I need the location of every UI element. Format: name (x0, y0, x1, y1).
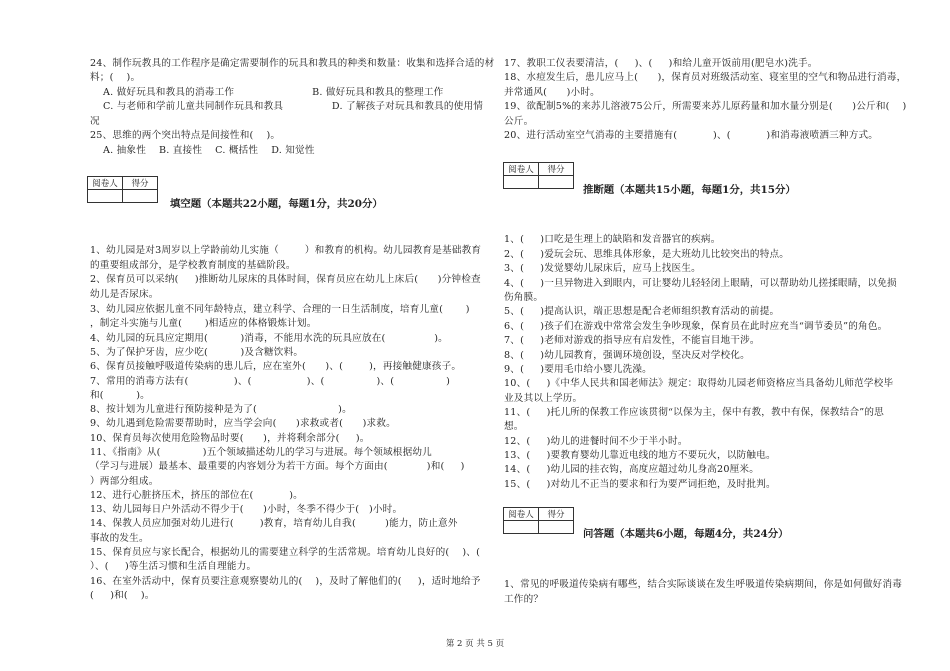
score-box-judge (503, 162, 574, 189)
text-line: 24、制作玩教具的工作程序是确定需要制作的玩具和教具的种类和数量：收集和选择合适的材 (90, 58, 495, 69)
text-line: 14、保教人员应加强对幼儿进行( )教育，培育幼儿自我( )能力，防止意外 (90, 518, 458, 529)
text-line: 7、( )老师对游戏的指导应有启发性，不能盲目地干涉。 (504, 335, 760, 346)
score-box-qa (503, 507, 574, 534)
text-line: 15、保育员应与家长配合，根据幼儿的需要建立科学的生活常规。培育幼儿良好的( )、( (90, 547, 481, 558)
score-cell[interactable] (539, 176, 574, 189)
text-line: 2、保育员可以采纳( )推断幼儿尿床的具体时间，保育员应在幼儿上床后( )分钟检查 (90, 274, 481, 285)
text-line: 12、进行心脏挤压术，挤压的部位在( )。 (90, 490, 303, 501)
text-line: 伤角膜。 (504, 292, 544, 303)
reviewer-cell[interactable] (504, 176, 539, 189)
text-line: 11、《指南》从( )五个领域描述幼儿的学习与进展。每个领域根据幼儿 (90, 447, 432, 458)
text-line: 25、思维的两个突出特点是间接性和( )。 (90, 130, 281, 141)
text-line: 并常通风( )小时。 (504, 87, 600, 98)
text-line: 18、水痘发生后，患儿应马上( )，保育员对班级活动室、寝室里的空气和物品进行消毒， (504, 72, 907, 83)
text-line: ( )和( )。 (90, 590, 155, 601)
text-line: 20、进行活动室空气消毒的主要措施有( )、( )和消毒液喷洒三种方式。 (504, 130, 879, 141)
text-line: 16、在室外活动中，保育员要注意观察婴幼儿的( )，及时了解他们的( )，适时地给予 (90, 576, 481, 587)
text-line: 17、教职工仪表要清洁，( )、( )和给儿童开饭前用(肥皂水)洗手。 (504, 58, 818, 69)
text-line: 7、常用的消毒方法有( )、( )、( )、( ) (90, 376, 451, 387)
text-line: 6、保育员接触呼吸道传染病的患儿后，应在室外( )、( )，再接触健康孩子。 (90, 361, 462, 372)
text-line: 11、( )托儿所的保教工作应该贯彻“以保为主，保中有教，教中有保，保教结合”的思 (504, 407, 884, 418)
text-line: ）、( )等生活习惯和生活自理能力。 (90, 561, 257, 572)
reviewer-cell[interactable] (88, 190, 123, 203)
text-line: 3、( )发觉婴幼儿尿床后，应马上找医生。 (504, 263, 701, 274)
text-line: 3、幼儿园应依据儿童不同年龄特点，建立科学、合理的一日生活制度，培育儿童( ) (90, 304, 470, 315)
text-line: C. 与老师和学前儿童共同制作玩具和教具 D. 了解孩子对玩具和教具的使用情 (90, 101, 484, 112)
text-line: 9、幼儿遇到危险需要帮助时，应当学会向( )求救或者( )求救。 (90, 418, 396, 429)
text-line: 料；( )。 (90, 72, 141, 83)
text-line: 况 (90, 116, 100, 127)
text-line: 2、( )爱玩会玩、思维具体形象，是大班幼儿比较突出的特点。 (504, 249, 790, 260)
text-line: ，制定斗实施与儿童( )相适应的体格锻炼计划。 (90, 318, 317, 329)
text-line: 4、( )一旦异物进入到眼内，可让婴幼儿轻轻闭上眼睛，可以帮助幼儿搓揉眼睛，以免损 (504, 278, 897, 289)
score-cell[interactable] (123, 190, 158, 203)
text-line: 19、欲配制5%的来苏儿溶液75公斤，所需要来苏儿原药量和加水量分别是( )公斤和( ) (504, 101, 907, 112)
text-line: 9、( )要用毛巾给小婴儿洗澡。 (504, 364, 652, 375)
text-line: 的重要组成部分，是学校教育制度的基础阶段。 (90, 260, 296, 271)
text-line: 15、( )对幼儿不正当的要求和行为要严词拒绝，及时批判。 (504, 479, 776, 490)
reviewer-label: 阅卷人 (504, 163, 539, 176)
text-line: 8、( )幼儿园教育，强调环境创设，坚决反对学校化。 (504, 350, 750, 361)
judge-section-title: 推断题（本题共15小题，每题1分，共15分） (583, 184, 796, 196)
text-line: ）两部分组成。 (90, 476, 159, 487)
text-line: 13、( )要教育婴幼儿靠近电线的地方不要玩火，以防触电。 (504, 450, 776, 461)
text-line: 10、保育员每次使用危险物品时要( )，并将剩余部分( )。 (90, 433, 370, 444)
score-label: 得分 (123, 177, 158, 190)
text-line: 6、( )孩子们在游戏中常常会发生争吵现象，保育员在此时应充当“调节委员”的角色。 (504, 321, 888, 332)
reviewer-cell[interactable] (504, 521, 539, 534)
fill-section-title: 填空题（本题共22小题，每题1分，共20分） (170, 198, 383, 210)
text-line: 幼儿是否尿床。 (90, 289, 159, 300)
text-line: 工作的？ (504, 594, 544, 605)
score-label: 得分 (539, 508, 574, 521)
text-line: 1、常见的呼吸道传染病有哪些，结合实际谈谈在发生呼吸道传染病期间，你是如何做好消毒 (504, 579, 903, 590)
text-line: 5、( )提高认识，端正思想是配合老师组织教育活动的前提。 (504, 306, 780, 317)
text-line: 1、幼儿园是对3周岁以上学龄前幼儿实施（ ）和教育的机构。幼儿园教育是基础教育 (90, 245, 482, 256)
text-line: 8、按计划为儿童进行预防接种是为了( )。 (90, 404, 352, 415)
text-line: 13、幼儿园每日户外活动不得少于( )小时，冬季不得少于( )小时。 (90, 504, 403, 515)
text-line: A. 做好玩具和教具的消毒工作 B. 做好玩具和教具的整理工作 (90, 87, 444, 98)
text-line: 10、( )《中华人民共和国老师法》规定：取得幼儿园老师资格应当具备幼儿师范学校毕 (504, 378, 894, 389)
score-box-left (87, 176, 158, 203)
text-line: 4、幼儿园的玩具应定期用( )消毒，不能用水洗的玩具应放在( )。 (90, 333, 448, 344)
text-line: A. 抽象性 B. 直接性 C. 概括性 D. 知觉性 (90, 145, 315, 156)
score-cell[interactable] (539, 521, 574, 534)
qa-section-title: 问答题（本题共6小题，每题4分，共24分） (583, 528, 789, 540)
reviewer-label: 阅卷人 (504, 508, 539, 521)
text-line: 想。 (504, 421, 524, 432)
text-line: 12、( )幼儿的进餐时间不少于半小时。 (504, 436, 688, 447)
score-label: 得分 (539, 163, 574, 176)
text-line: 业及其以上学历。 (504, 393, 583, 404)
text-line: 14、( )幼儿园的挂衣钩，高度应超过幼儿身高20厘米。 (504, 464, 760, 475)
text-line: 1、( )口吃是生理上的缺陷和发音器官的疾病。 (504, 234, 721, 245)
text-line: 5、为了保护牙齿，应少吃( )及含糖饮料。 (90, 347, 304, 358)
reviewer-label: 阅卷人 (88, 177, 123, 190)
text-line: （学习与进展）最基本、最重要的内容划分为若干方面。每个方面由( )和( ) (90, 461, 465, 472)
text-line: 事故的发生。 (90, 533, 149, 544)
page-footer: 第 2 页 共 5 页 (445, 639, 505, 649)
text-line: 和( )。 (90, 390, 150, 401)
text-line: 公斤。 (504, 116, 534, 127)
